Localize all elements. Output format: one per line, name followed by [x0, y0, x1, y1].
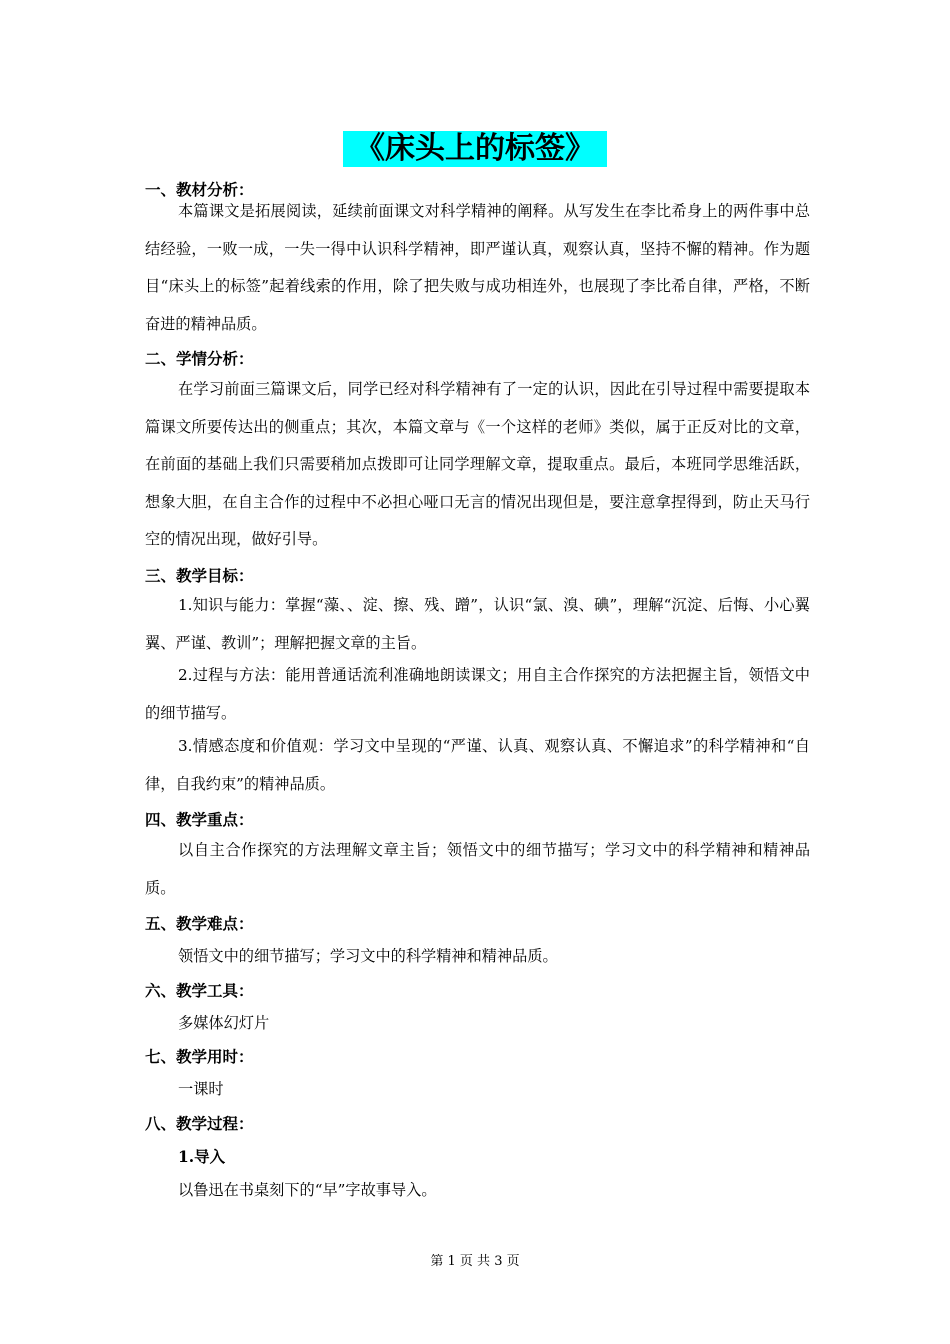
paragraph-tools: 多媒体幻灯片 — [178, 1014, 270, 1032]
section-heading-teaching-goals: 三、教学目标： — [145, 567, 254, 585]
section-heading-student-analysis: 二、学情分析： — [145, 350, 254, 368]
paragraph-student-analysis: 在学习前面三篇课文后，同学已经对科学精神有了一定的认识，因此在引导过程中需要提取本篇课文所要传达出的侧重点；其次，本篇文章与《一个这样的老师》类似，属于正反对比的文章，在前面的基础上我们只需要稍加点拨即可让同学理解文章，提取重点。最后，本班同学思维活跃，想象大胆，在自主合作的过程中不必担心哑口无言的情况出现但是，要注意拿捏得到，防止天马行空的情况出现，做好引导。 — [145, 380, 810, 548]
section-heading-duration: 七、教学用时： — [145, 1048, 254, 1066]
page-footer: 第 1 页 共 3 页 — [430, 1254, 520, 1269]
section-heading-key-points: 四、教学重点： — [145, 811, 254, 829]
paragraph-goal-process: 2.过程与方法：能用普通话流利准确地朗读课文；用自主合作探究的方法把握主旨，领悟文中的细节描写。 — [145, 666, 810, 722]
paragraph-duration: 一课时 — [178, 1080, 224, 1098]
subheading-introduction: 1.导入 — [178, 1147, 226, 1166]
paragraph-introduction: 以鲁迅在书桌刻下的“早”字故事导入。 — [178, 1181, 437, 1199]
section-heading-process: 八、教学过程： — [145, 1115, 254, 1133]
title-container — [0, 131, 950, 167]
section-heading-textbook-analysis: 一、教材分析： — [145, 181, 254, 199]
paragraph-textbook-analysis: 本篇课文是拓展阅读，延续前面课文对科学精神的阐释。从写发生在李比希身上的两件事中总结经验，一败一成，一失一得中认识科学精神，即严谨认真，观察认真，坚持不懈的精神。作为题目“床头上的标签”起着线索的作用，除了把失败与成功相连外，也展现了李比希自律，严格，不断奋进的精神品质。 — [145, 202, 810, 333]
section-heading-tools: 六、教学工具： — [145, 982, 254, 1000]
document-title: 《床头上的标签》 — [343, 131, 607, 167]
section-heading-difficulties: 五、教学难点： — [145, 915, 254, 933]
paragraph-goal-emotion: 3.情感态度和价值观：学习文中呈现的“严谨、认真、观察认真、不懈追求”的科学精神和“自律，自我约束”的精神品质。 — [145, 737, 810, 793]
paragraph-goal-knowledge: 1.知识与能力：掌握“藻、、淀、擦、残、蹭”，认识“氯、溴、碘”，理解“沉淀、后悔、小心翼翼、严谨、教训”；理解把握文章的主旨。 — [145, 596, 810, 652]
paragraph-key-points: 以自主合作探究的方法理解文章主旨；领悟文中的细节描写；学习文中的科学精神和精神品质。 — [145, 841, 810, 897]
paragraph-difficulties: 领悟文中的细节描写；学习文中的科学精神和精神品质。 — [178, 947, 558, 965]
